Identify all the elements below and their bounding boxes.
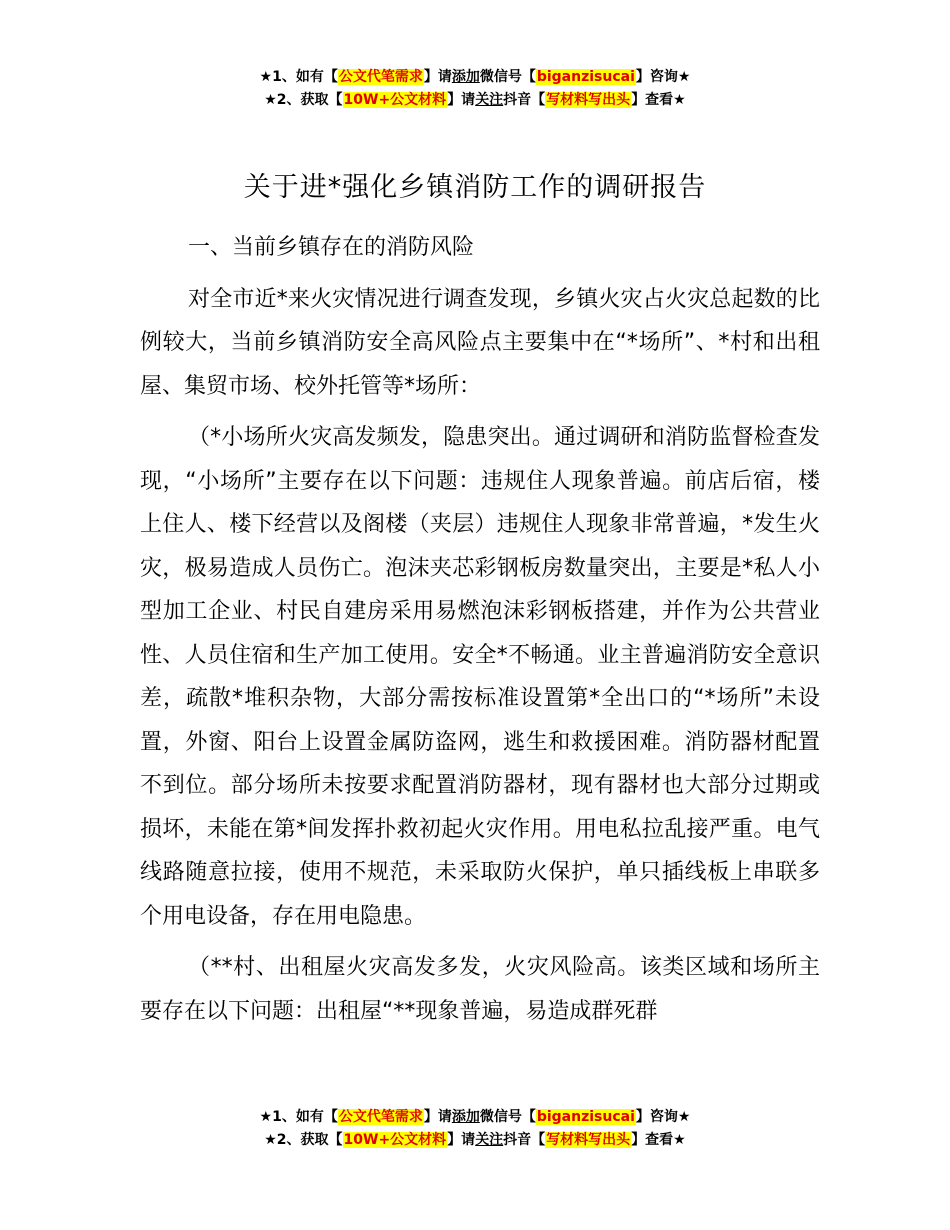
banner-highlight: 公文代笔需求 (338, 1109, 423, 1125)
banner-highlight-douyin: 写材料写出头 (546, 1132, 631, 1148)
banner-text: 微信号【 (479, 69, 536, 85)
banner-text: 】请 (447, 92, 476, 108)
banner-line-1 (0, 1106, 950, 1129)
banner-underlined-text: 关注 (475, 1132, 504, 1148)
section-heading: 一、当前乡镇存在的消防风险 (188, 235, 475, 260)
header-banner (0, 66, 950, 112)
paragraph: 对全市近*来火灾情况进行调查发现，乡镇火灾占火灾总起数的比例较大，当前乡镇消防安全高风险点主要集中在“*场所”、*村和出租屋、集贸市场、校外托管等*场所： (140, 286, 820, 399)
banner-line-1 (0, 66, 950, 89)
paragraph: （*小场所火灾高发频发，隐患突出。通过调研和消防监督检查发现，“小场所”主要存在以下问题：违规住人现象普遍。前店后宿，楼上住人、楼下经营以及阁楼（夹层）违规住人现象非常普遍，*发生火灾，极易造成人员伤亡。泡沫夹芯彩钢板房数量突出，主要是*私人小型加工企业、村民自建房采用易燃泡沫彩钢板搭建，并作为公共营业性、人员住宿和生产加工使用。安全*不畅通。业主普遍消防安全意识差，疏散*堆积杂物，大部分需按标准设置第*全出口的“*场所”未设置，外窗、阳台上设置金属防盗网，逃生和救援困难。消防器材配置不到位。部分场所未按要求配置消防器材，现有器材也大部分过期或损坏，未能在第*间发挥扑救初起火灾作用。用电私拉乱接严重。电气线路随意拉接，使用不规范，未采取防火保护，单只插线板上串联多个用电设备，存在用电隐患。 (140, 425, 820, 929)
banner-text: 】请 (423, 69, 452, 85)
banner-underlined-text: 添加 (451, 1109, 480, 1125)
banner-text: 】查看★ (631, 1132, 686, 1148)
banner-highlight: 10W+公文材料 (343, 1132, 447, 1148)
banner-text: 抖音【 (503, 1132, 546, 1148)
banner-underlined-text: 添加 (451, 69, 480, 85)
banner-line-2 (0, 89, 950, 112)
paragraph: （**村、出租屋火灾高发多发，火灾风险高。该类区域和场所主要存在以下问题：出租屋“**现象普遍，易造成群死群 (140, 955, 820, 1024)
banner-text: 微信号【 (479, 1109, 536, 1125)
document-title: 关于进*强化乡镇消防工作的调研报告 (243, 172, 707, 203)
banner-highlight: 10W+公文材料 (343, 92, 447, 108)
footer-banner (0, 1106, 950, 1152)
banner-line-2 (0, 1129, 950, 1152)
banner-text: 】请 (423, 1109, 452, 1125)
banner-text: 】咨询★ (635, 69, 691, 85)
banner-underlined-text: 关注 (475, 92, 504, 108)
banner-text: ★2、获取【 (264, 92, 343, 108)
banner-text: 】请 (447, 1132, 476, 1148)
banner-text: 抖音【 (503, 92, 546, 108)
banner-highlight-douyin: 写材料写出头 (546, 92, 631, 108)
banner-highlight-wechat-id: biganzisucai (536, 1109, 635, 1125)
banner-text: ★1、如有【 (259, 1109, 338, 1125)
banner-text: 】咨询★ (635, 1109, 691, 1125)
banner-text: ★1、如有【 (259, 69, 338, 85)
document-body (140, 226, 820, 1041)
banner-highlight: 公文代笔需求 (338, 69, 423, 85)
banner-text: ★2、获取【 (264, 1132, 343, 1148)
banner-highlight-wechat-id: biganzisucai (536, 69, 635, 85)
banner-text: 】查看★ (631, 92, 686, 108)
